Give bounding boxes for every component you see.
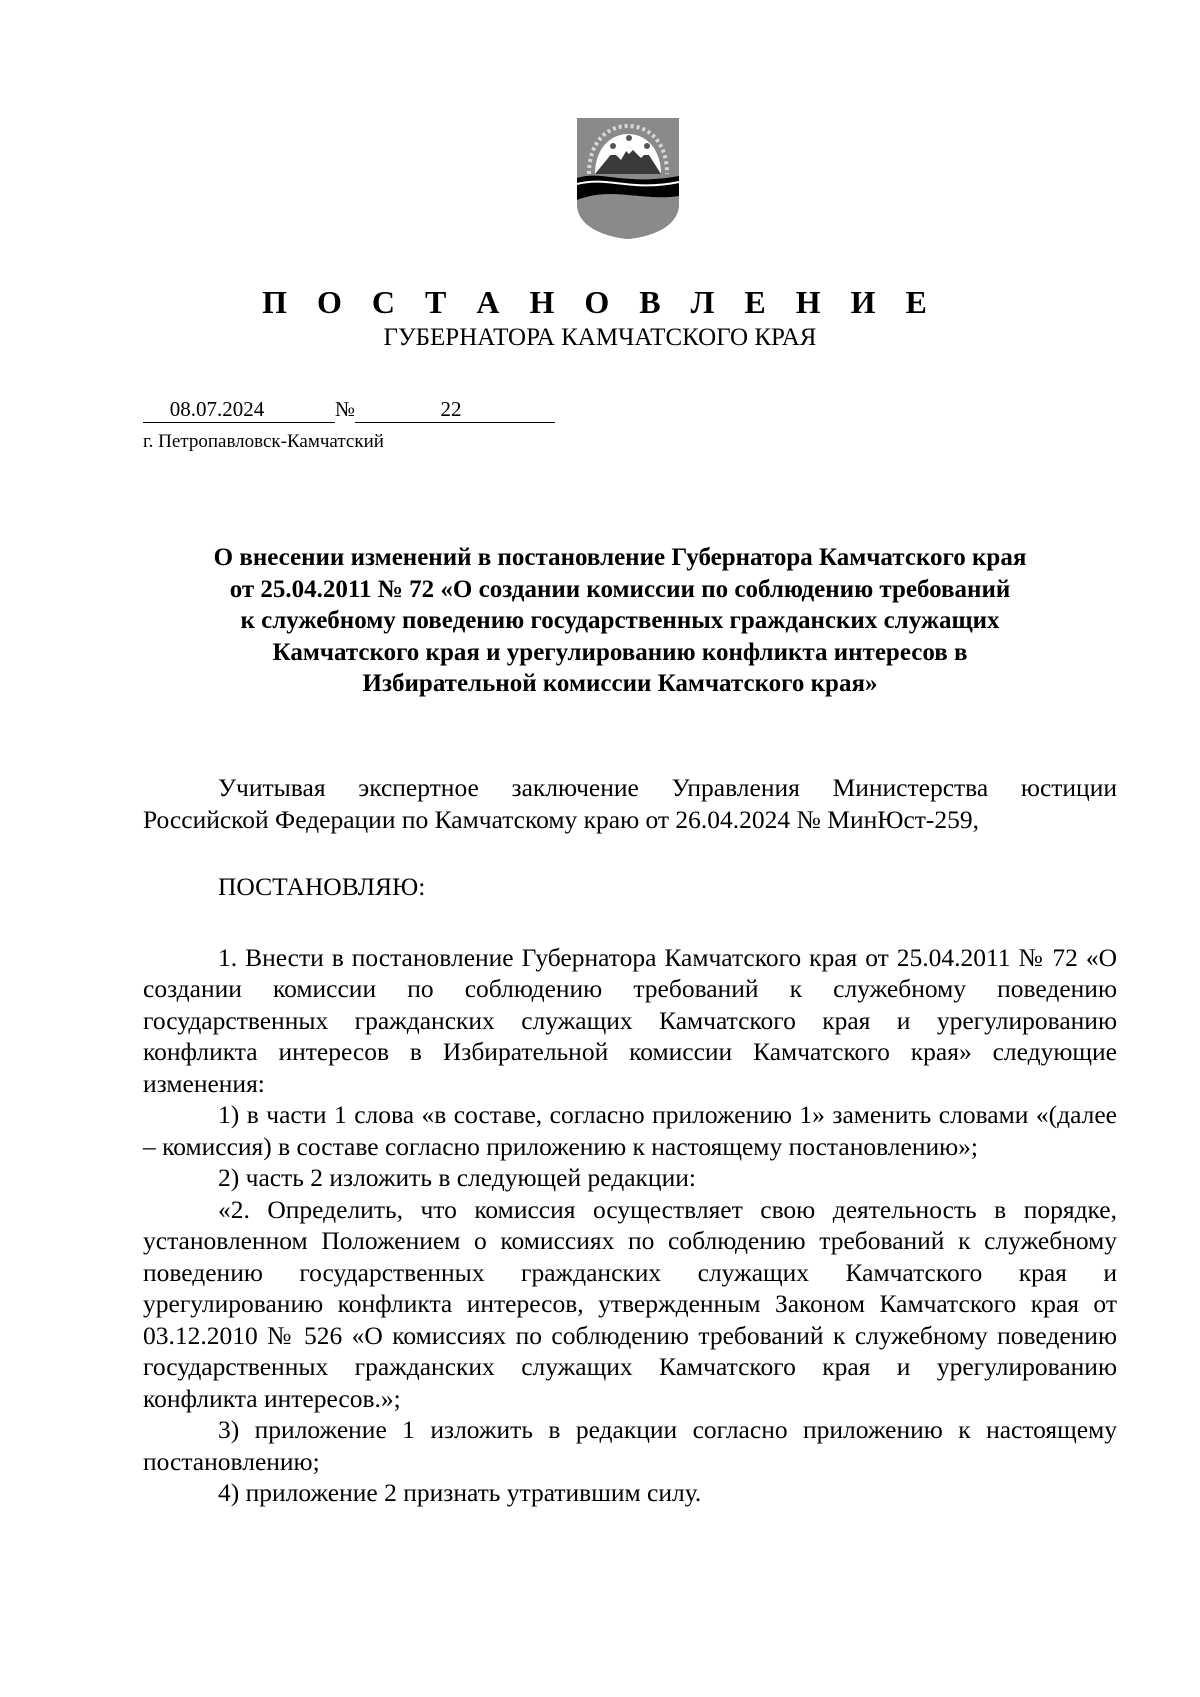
clause-paragraph: 4) приложение 2 признать утратившим силу. (218, 1478, 702, 1507)
document-title (130, 542, 1110, 700)
document-number: 22 (355, 396, 555, 423)
clause-paragraph: 1) в части 1 слова «в составе, согласно приложению 1» заменить словами «(далее – комиссия) в составе согласно приложению к настоящему постановлению»; (143, 1100, 1117, 1161)
document-body (143, 772, 1117, 1509)
document-type-heading: П О С Т А Н О В Л Е Н И Е (262, 284, 938, 320)
clause-paragraph: 3) приложение 1 изложить в редакции согласно приложению к настоящему постановлению; (143, 1415, 1117, 1476)
preamble-paragraph: Учитывая экспертное заключение Управления Министерства юстиции Российской Федерации по Камчатскому краю от 26.04.2024 № МинЮст-259, (143, 773, 1117, 834)
issuer-heading: ГУБЕРНАТОРА КАМЧАТСКОГО КРАЯ (383, 324, 817, 351)
number-sign: № (335, 397, 356, 421)
date-underline-gap (291, 396, 335, 423)
title-line: от 25.04.2011 № 72 «О создании комиссии по соблюдению требований (229, 575, 1011, 603)
resolve-word: ПОСТАНОВЛЯЮ: (218, 872, 426, 901)
clause-paragraph: 1. Внести в постановление Губернатора Камчатского края от 25.04.2011 № 72 «О создании комиссии по соблюдению требований к служебному поведению государственных гражданских служащих Камчатского края и урегулированию конфликта интересов в Избирательной комиссии Камчатского края» следующие изменения: (143, 942, 1117, 1098)
title-line: Камчатского края и урегулированию конфликта интересов в (272, 638, 968, 666)
title-line: О внесении изменений в постановление Губернатора Камчатского края (213, 544, 1027, 571)
clause-paragraph: 2) часть 2 изложить в следующей редакции: (218, 1163, 696, 1192)
kamchatka-coat-of-arms-icon (573, 112, 683, 240)
date-number-line (143, 396, 563, 426)
document-city: г. Петропавловск-Камчатский (143, 431, 384, 452)
clause-paragraph: «2. Определить, что комиссия осуществляет свою деятельность в порядке, установленном Положением о комиссиях по соблюдению требований к служебному поведению государственных гражданских служащих Камчатского края и урегулированию конфликта интересов, утвержденным Законом Камчатского края от 03.12.2010 № 526 «О комиссиях по соблюдению требований к служебному поведению государственных гражданских служащих Камчатского края и урегулированию конфликта интересов.»; (143, 1194, 1117, 1413)
title-line: Избирательной комиссии Камчатского края» (362, 670, 878, 697)
title-line: к служебному поведению государственных гражданских служащих (240, 607, 1000, 634)
document-date: 08.07.2024 (143, 396, 291, 423)
